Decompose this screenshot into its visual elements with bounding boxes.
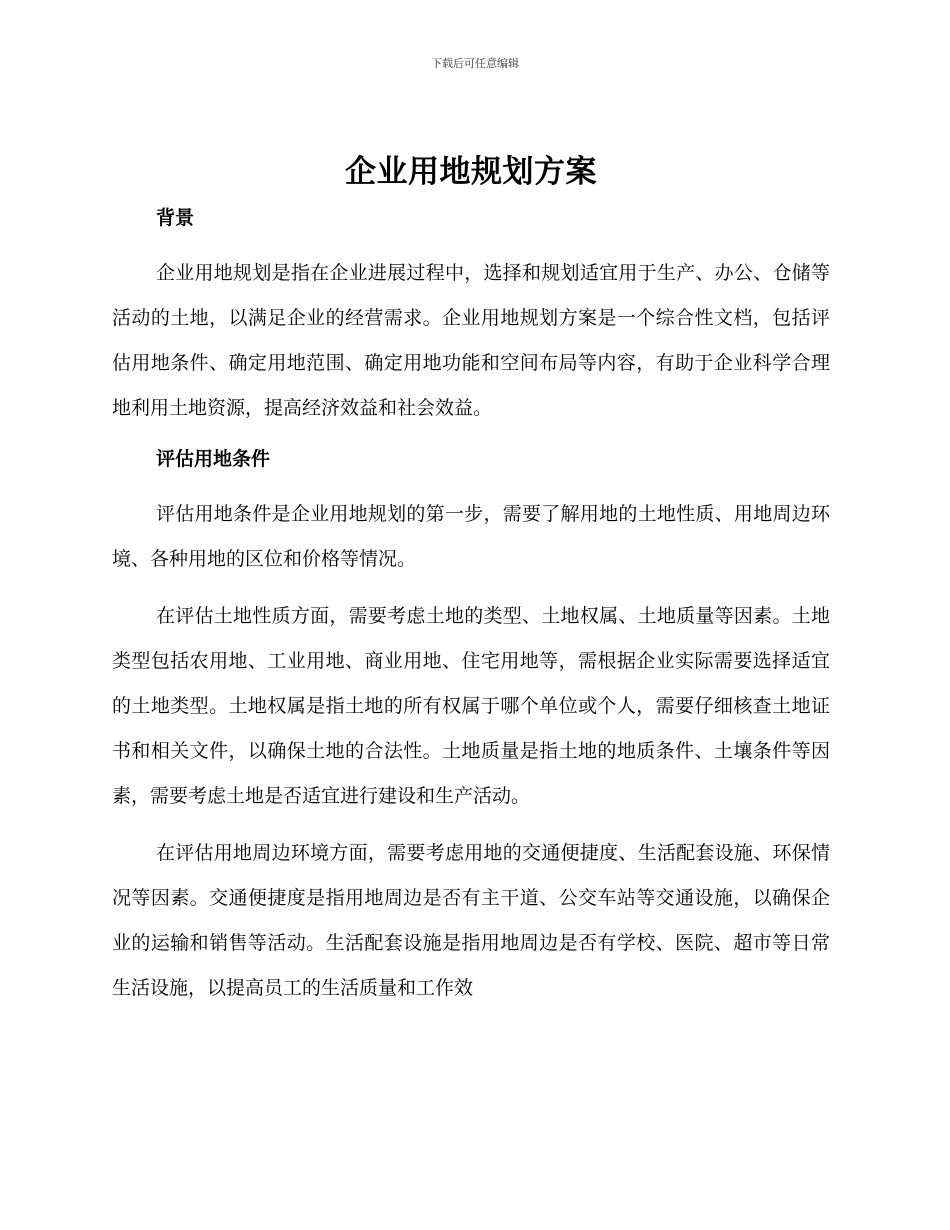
- paragraph-background: 企业用地规划是指在企业进展过程中，选择和规划适宜用于生产、办公、仓储等活动的土地，以满足企业的经营需求。企业用地规划方案是一个综合性文档，包括评估用地条件、确定用地范围、确定用地功能和空间布局等内容，有助于企业科学合理地利用土地资源，提高经济效益和社会效益。: [112, 262, 830, 419]
- paragraph-evaluate-intro: 评估用地条件是企业用地规划的第一步，需要了解用地的土地性质、用地周边环境、各种用地的区位和价格等情况。: [112, 503, 830, 570]
- document-title: 企业用地规划方案: [345, 154, 597, 190]
- paragraph-surroundings: 在评估用地周边环境方面，需要考虑用地的交通便捷度、生活配套设施、环保情况等因素。交通便捷度是指用地周边是否有主干道、公交车站等交通设施，以确保企业的运输和销售等活动。生活配套设施是指用地周边是否有学校、医院、超市等日常生活设施，以提高员工的生活质量和工作效: [112, 842, 830, 999]
- paragraph-land-nature: 在评估土地性质方面，需要考虑土地的类型、土地权属、土地质量等因素。土地类型包括农用地、工业用地、商业用地、住宅用地等，需根据企业实际需要选择适宜的土地类型。土地权属是指土地的所有权属于哪个单位或个人，需要仔细核查土地证书和相关文件，以确保土地的合法性。土地质量是指土地的地质条件、土壤条件等因素，需要考虑土地是否适宜进行建设和生产活动。: [112, 605, 830, 807]
- section-heading-evaluate-land: 评估用地条件: [156, 448, 271, 470]
- section-heading-background: 背景: [156, 207, 195, 229]
- header-note: 下载后可任意编辑: [431, 57, 519, 70]
- document-body: [112, 150, 830, 1023]
